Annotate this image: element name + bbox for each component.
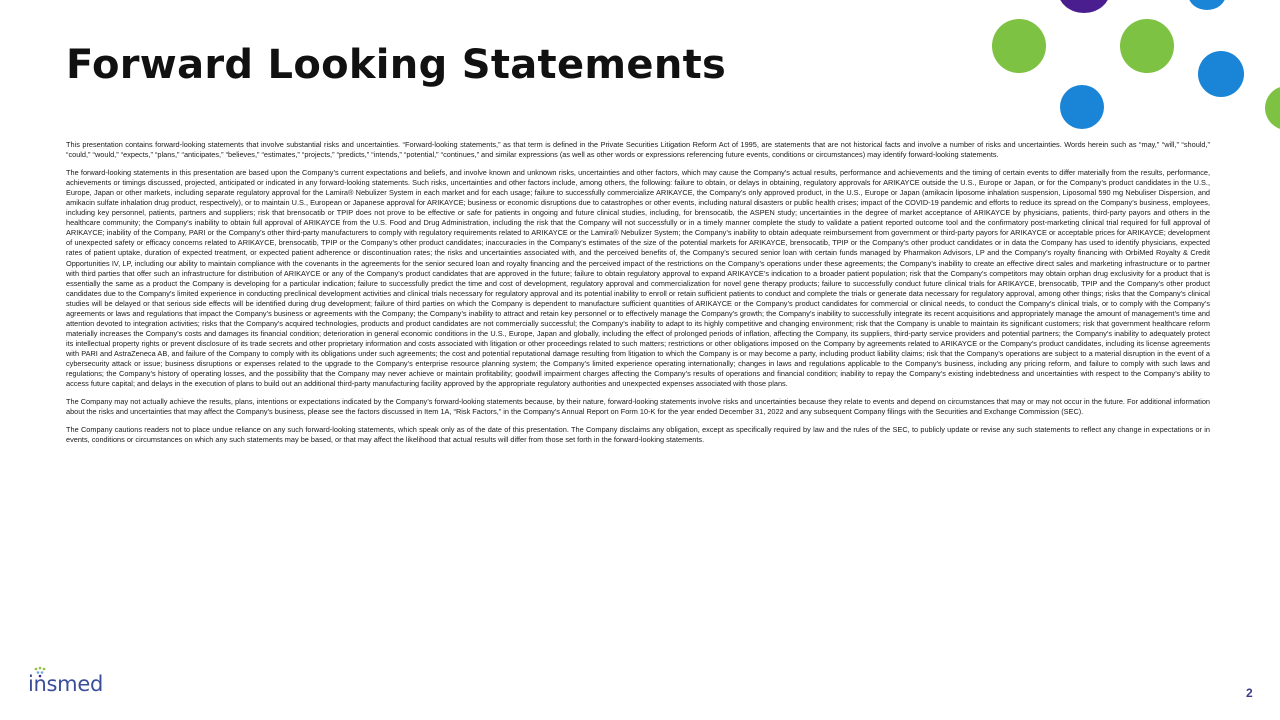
forward-looking-disclaimer [66,140,1210,453]
paragraph-risk-factors: The forward-looking statements in this presentation are based upon the Company’s current expectations and beliefs, and involve known and unknown risks, uncertainties and other factors, which may cause the Company’s actual results, performance and achievements and the timing of certain events to differ materially from the results, performance, achievements or timings discussed, projected, anticipated or indicated in any forward-looking statements. Such risks, uncertainties and other factors include, among others, the following: failure to obtain, or delays in obtaining, regulatory approvals for ARIKAYCE outside the U.S., Europe or Japan, or for the Company’s product candidates in the U.S., Europe, Japan or other markets, including separate regulatory approval for the Lamira® Nebulizer System in each market and for each usage; failure to successfully commercialize ARIKAYCE, the Company’s only approved product, in the U.S., Europe or Japan (amikacin liposome inhalation suspension, Liposomal 590 mg Nebuliser Dispersion, and amikacin sulfate inhalation drug product, respectively), or to maintain U.S., European or Japanese approval for ARIKAYCE; business or economic disruptions due to catastrophes or other events, including natural disasters or public health crises; impact of the COVID-19 pandemic and efforts to reduce its spread on the Company’s business, employees, including key personnel, patients, partners and suppliers; risk that brensocatib or TPIP does not prove to be effective or safe for patients in ongoing and future clinical studies, including, for brensocatib, the ASPEN study; uncertainties in the degree of market acceptance of ARIKAYCE by physicians, patients, third-party payors and others in the healthcare community; the Company’s inability to obtain full approval of ARIKAYCE from the U.S. Food and Drug Administration, including the risk that the Company will not successfully or in a timely manner complete the study to validate a patient reported outcome tool and the confirmatory post-marketing clinical trial required for full approval of ARIKAYCE; inability of the Company, PARI or the Company’s other third-party manufacturers to comply with regulatory requirements related to ARIKAYCE or the Lamira® Nebulizer System; the Company’s inability to obtain adequate reimbursement from government or third-party payors for ARIKAYCE or acceptable prices for ARIKAYCE; development of unexpected safety or efficacy concerns related to ARIKAYCE, brensocatib, TPIP or the Company’s other product candidates; inaccuracies in the Company’s estimates of the size of the potential markets for ARIKAYCE, brensocatib, TPIP or the Company’s other product candidates or in data the Company has used to identify physicians, expected rates of patient uptake, duration of expected treatment, or expected patient adherence or discontinuation rates; the risks and uncertainties associated with, and the perceived benefits of, the Company’s secured senior loan with certain funds managed by Pharmakon Advisors, LP and the Company’s royalty financing with OrbiMed Royalty & Credit Opportunities IV, LP, including our ability to maintain compliance with the covenants in the agreements for the senior secured loan and royalty financing and the perceived impact of the restrictions on the Company’s operations under these agreements; the Company’s inability to create an effective direct sales and marketing infrastructure or to partner with third parties that offer such an infrastructure for distribution of ARIKAYCE or any of the Company’s product candidates that are approved in the future; failure to obtain regulatory approval to expand ARIKAYCE’s indication to a broader patient population; risk that the Company’s competitors may obtain orphan drug exclusivity for a product that is essentially the same as a product the Company is developing for a particular indication; failure to successfully predict the time and cost of development, regulatory approval and commercialization for novel gene therapy products; failure to successfully conduct future clinical trials for ARIKAYCE, brensocatib, TPIP and the Company’s other product candidates due to the Company’s limited experience in conducting preclinical development activities and clinical trials necessary for regulatory approval and its potential inability to enroll or retain sufficient patients to conduct and complete the trials or generate data necessary for regulatory approval, among other things; risks that the Company’s clinical studies will be delayed or that serious side effects will be identified during drug development; failure of third parties on which the Company is dependent to manufacture sufficient quantities of ARIKAYCE or the Company’s product candidates for commercial or clinical needs, to conduct the Company’s clinical trials, or to comply with the Company’s agreements or laws and regulations that impact the Company’s business or agreements with the Company; the Company’s inability to attract and retain key personnel or to effectively manage the Company’s growth; the Company’s inability to successfully integrate its recent acquisitions and appropriately manage the amount of management’s time and attention devoted to integration activities; risks that the Company’s acquired technologies, products and product candidates are not commercially successful; the Company’s inability to adapt to its highly competitive and changing environment; risk that the Company is unable to maintain its significant customers; risk that government healthcare reform materially increases the Company’s costs and damages its financial condition; deterioration in general economic conditions in the U.S., Europe, Japan and globally, including the effect of prolonged periods of inflation, affecting the Company, its suppliers, third-party service providers and potential partners; the Company’s inability to adequately protect its intellectual property rights or prevent disclosure of its trade secrets and other proprietary information and costs associated with litigation or other proceedings related to such matters; restrictions or other obligations imposed on the Company by agreements related to ARIKAYCE or the Company’s product candidates, including its license agreements with PARI and AstraZeneca AB, and failure of the Company to comply with its obligations under such agreements; the cost and potential reputational damage resulting from litigation to which the Company is or may become a party, including product liability claims; risk that the Company’s operations are subject to a material disruption in the event of a cybersecurity attack or issue; business disruptions or expenses related to the upgrade to the Company’s enterprise resource planning system; the Company’s limited experience operating internationally; changes in laws and regulations applicable to the Company’s business, including any pricing reform, and failure to comply with such laws and regulations; the Company’s history of operating losses, and the possibility that the Company may never achieve or maintain profitability; goodwill impairment charges affecting the Company’s results of operations and financial condition; inability to repay the Company’s existing indebtedness and uncertainties with respect to the Company’s ability to access future capital; and delays in the execution of plans to build out an additional third-party manufacturing facility approved by the appropriate regulatory authorities and unexpected expenses associated with those plans. [66,168,1210,389]
decorative-dot-blue-2 [1198,51,1244,97]
insmed-logo: insmed [28,672,103,696]
page-number: 2 [1246,686,1253,700]
slide-title: Forward Looking Statements [66,42,727,88]
decorative-dot-green-1 [992,19,1046,73]
decorative-dot-green-3 [1265,86,1280,130]
paragraph-no-achievement: The Company may not actually achieve the results, plans, intentions or expectations indicated by the Company’s forward-looking statements because, by their nature, forward-looking statements involve risks and uncertainties because they relate to events and depend on circumstances that may or may not occur in the future. For additional information about the risks and uncertainties that may affect the Company’s business, please see the factors discussed in Item 1A, “Risk Factors,” in the Company’s Annual Report on Form 10-K for the year ended December 31, 2022 and any subsequent Company filings with the Securities and Exchange Commission (SEC). [66,397,1210,417]
paragraph-intro: This presentation contains forward-looking statements that involve substantial risks and uncertainties. “Forward-looking statements,” as that term is defined in the Private Securities Litigation Reform Act of 1995, are statements that are not historical facts and involve a number of risks and uncertainties. Words herein such as “may,” “will,” “should,” “could,” “would,” “expects,” “plans,” “anticipates,” “believes,” “estimates,” “projects,” “predicts,” “intends,” “potential,” “continues,” and similar expressions (as well as other words or expressions referencing future events, conditions or circumstances) may identify forward-looking statements. [66,140,1210,160]
paragraph-caution: The Company cautions readers not to place undue reliance on any such forward-looking statements, which speak only as of the date of this presentation. The Company disclaims any obligation, except as specifically required by law and the rules of the SEC, to publicly update or revise any such statements to reflect any change in expectations or in events, conditions or circumstances on which any such statements may be based, or that may affect the likelihood that actual results will differ from those set forth in the forward-looking statements. [66,425,1210,445]
decorative-dot-purple [1058,0,1110,13]
decorative-dot-blue-1 [1060,85,1104,129]
decorative-dot-blue-top [1188,0,1226,10]
decorative-dot-green-2 [1120,19,1174,73]
